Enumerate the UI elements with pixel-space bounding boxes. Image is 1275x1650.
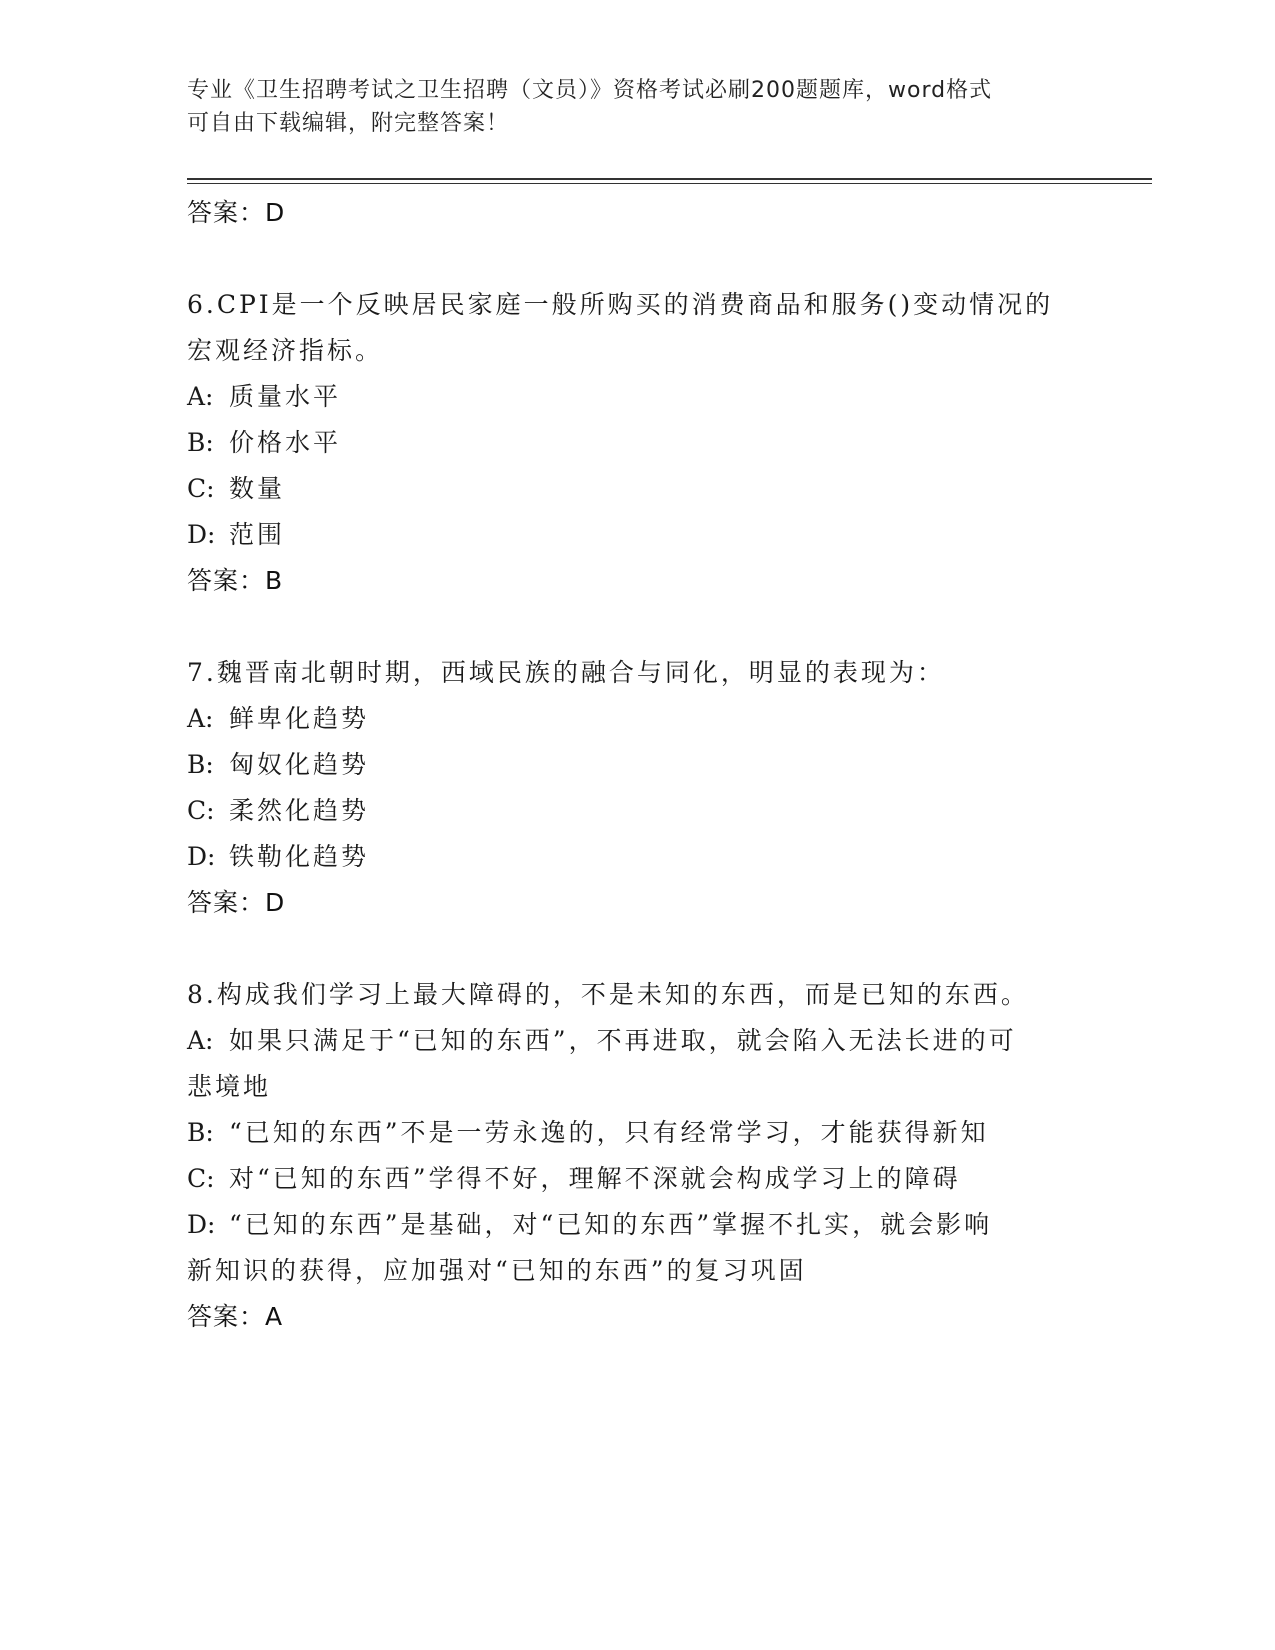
option-a [187,374,1087,420]
answer-line: 答案：B [187,566,284,595]
option-d [187,512,1087,558]
option-text: 铁勒化趋势 [229,842,370,871]
option-letter: B: [187,750,214,779]
header-line-1: 专业《卫生招聘考试之卫生招聘（文员）》资格考试必刷200题题库，word格式 [187,78,993,103]
option-letter: B: [187,1118,214,1147]
option-text: 价格水平 [229,428,342,457]
option-d-cont: 新知识的获得，应加强对“已知的东西”的复习巩固 [187,1256,807,1285]
question-stem: 8.构成我们学习上最大障碍的，不是未知的东西，而是已知的东西。 [187,980,1029,1009]
option-d [187,1202,1087,1248]
option-text: 鲜卑化趋势 [229,704,370,733]
option-letter: C: [187,474,215,503]
question-8 [187,972,1087,1340]
option-c [187,466,1087,512]
option-d [187,834,1087,880]
header-rule-thin [187,183,1152,184]
option-text: 如果只满足于“已知的东西”，不再进取，就会陷入无法长进的可 [229,1026,1017,1055]
option-text: 数量 [229,474,286,503]
option-letter: A: [187,704,214,733]
option-b [187,1110,1087,1156]
option-letter: C: [187,1164,215,1193]
option-text: “已知的东西”不是一劳永逸的，只有经常学习，才能获得新知 [229,1118,989,1147]
question-stem: 6.CPI是一个反映居民家庭一般所购买的消费商品和服务()变动情况的 [187,290,1054,319]
option-a [187,696,1087,742]
question-stem: 7.魏晋南北朝时期，西域民族的融合与同化，明显的表现为： [187,658,945,687]
option-letter: A: [187,1026,214,1055]
option-text: 质量水平 [229,382,342,411]
answer-line: 答案：D [187,198,286,227]
answer-line: 答案：A [187,1302,284,1331]
option-b [187,420,1087,466]
document-body [187,190,1087,1340]
option-letter: D: [187,842,216,871]
option-a-cont: 悲境地 [187,1072,272,1101]
option-letter: C: [187,796,215,825]
option-c [187,1156,1087,1202]
header-line-2: 可自由下载编辑，附完整答案！ [187,111,510,136]
option-b [187,742,1087,788]
document-header [187,74,1087,140]
question-6 [187,282,1087,604]
question-7 [187,650,1087,926]
answer-line: 答案：D [187,888,286,917]
option-text: 范围 [229,520,286,549]
option-letter: D: [187,1210,216,1239]
option-c [187,788,1087,834]
option-letter: B: [187,428,214,457]
question-stem-cont: 宏观经济指标。 [187,336,384,365]
option-text: 匈奴化趋势 [229,750,370,779]
header-rule-thick [187,178,1152,180]
option-text: 柔然化趋势 [229,796,370,825]
option-a [187,1018,1087,1064]
option-letter: A: [187,382,214,411]
option-text: “已知的东西”是基础，对“已知的东西”掌握不扎实，就会影响 [229,1210,993,1239]
option-text: 对“已知的东西”学得不好，理解不深就会构成学习上的障碍 [229,1164,961,1193]
option-letter: D: [187,520,216,549]
